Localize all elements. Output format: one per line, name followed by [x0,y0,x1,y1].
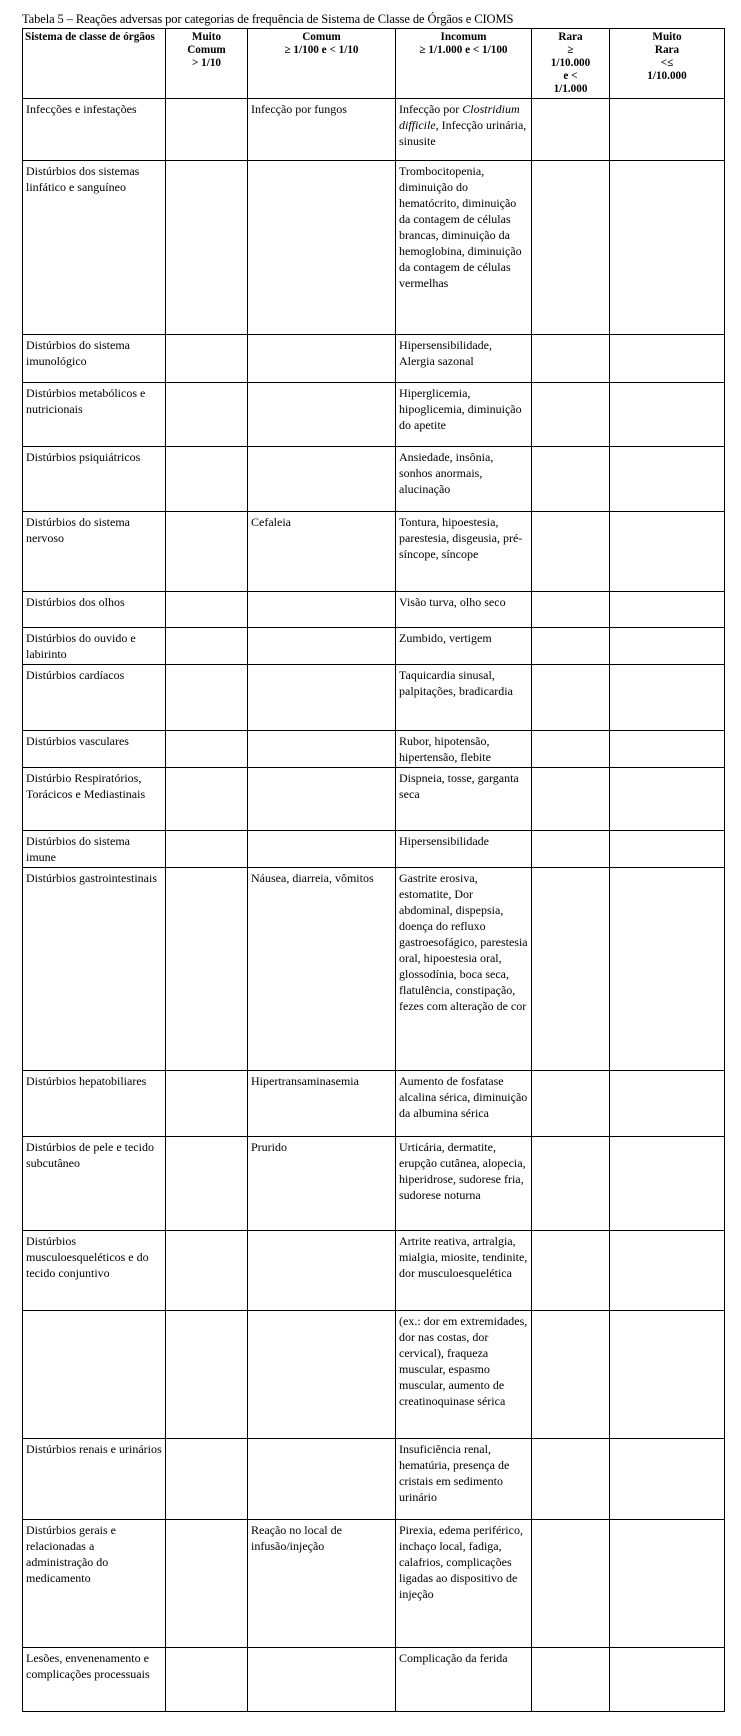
rare-cell [532,831,610,868]
rare-cell [532,1311,610,1439]
organ-class-cell: Distúrbios cardíacos [23,665,166,731]
organ-class-cell: Distúrbios dos sistemas linfático e sanguíneo [23,161,166,335]
table-row [23,1137,725,1231]
rare-cell [532,1231,610,1311]
organ-class-cell: Distúrbios de pele e tecido subcutâneo [23,1137,166,1231]
uncommon-cell: Insuficiência renal, hematúria, presença de cristais em sedimento urinário [396,1439,532,1520]
very-common-cell [166,1311,248,1439]
common-cell [248,335,396,383]
very-rare-cell [610,1648,725,1712]
rare-cell [532,447,610,512]
common-cell: Infecção por fungos [248,99,396,161]
very-rare-cell [610,628,725,665]
common-cell [248,1231,396,1311]
uncommon-cell: Tontura, hipoestesia, parestesia, disgeusia, pré-síncope, síncope [396,512,532,592]
organ-class-cell: Distúrbios renais e urinários [23,1439,166,1520]
common-cell [248,1311,396,1439]
very-rare-cell [610,447,725,512]
very-rare-cell [610,1071,725,1137]
rare-cell [532,161,610,335]
organ-class-cell: Distúrbio Respiratórios, Torácicos e Mediastinais [23,768,166,831]
common-cell [248,1439,396,1520]
very-rare-cell [610,768,725,831]
table-row [23,868,725,1071]
uncommon-cell: Dispneia, tosse, garganta seca [396,768,532,831]
organ-class-cell: Lesões, envenenamento e complicações processuais [23,1648,166,1712]
common-cell [248,383,396,447]
table-row [23,335,725,383]
header-row [23,29,725,99]
uncommon-cell: Pirexia, edema periférico, inchaço local, fadiga, calafrios, complicações ligadas ao dispositivo de injeção [396,1520,532,1648]
very-common-cell [166,161,248,335]
table-row [23,592,725,628]
rare-cell [532,383,610,447]
rare-cell [532,592,610,628]
uncommon-cell: Trombocitopenia, diminuição do hematócrito, diminuição da contagem de células brancas, diminuição da hemoglobina, diminuição da contagem de células vermelhas [396,161,532,335]
very-common-cell [166,1439,248,1520]
table-row [23,161,725,335]
common-cell: Reação no local de infusão/injeção [248,1520,396,1648]
very-rare-cell [610,1520,725,1648]
very-common-cell [166,592,248,628]
uncommon-cell: Ansiedade, insônia, sonhos anormais, alucinação [396,447,532,512]
organ-class-cell: Distúrbios metabólicos e nutricionais [23,383,166,447]
very-rare-cell [610,665,725,731]
organ-class-cell: Infecções e infestações [23,99,166,161]
very-rare-cell [610,161,725,335]
very-common-cell [166,628,248,665]
rare-cell [532,731,610,768]
table-caption: Tabela 5 – Reações adversas por categorias de frequência de Sistema de Classe de Órgãos e CIOMS [22,12,514,26]
common-cell: Prurido [248,1137,396,1231]
very-common-cell [166,868,248,1071]
header-uncommon: Incomum ≥ 1/1.000 e < 1/100 [396,29,532,99]
rare-cell [532,665,610,731]
uncommon-cell: Aumento de fosfatase alcalina sérica, diminuição da albumina sérica [396,1071,532,1137]
common-cell [248,447,396,512]
organ-class-cell: Distúrbios musculoesqueléticos e do tecido conjuntivo [23,1231,166,1311]
rare-cell [532,1071,610,1137]
organ-class-cell: Distúrbios gerais e relacionadas a administração do medicamento [23,1520,166,1648]
common-cell [248,831,396,868]
table-row [23,1231,725,1311]
header-common: Comum ≥ 1/100 e < 1/10 [248,29,396,99]
very-common-cell [166,99,248,161]
very-common-cell [166,1137,248,1231]
uncommon-cell: Hipersensibilidade [396,831,532,868]
common-cell: Hipertransaminasemia [248,1071,396,1137]
uncommon-cell: Hipersensibilidade, Alergia sazonal [396,335,532,383]
table-row [23,1439,725,1520]
rare-cell [532,1439,610,1520]
very-rare-cell [610,831,725,868]
table-row [23,768,725,831]
very-common-cell [166,1648,248,1712]
table-row [23,447,725,512]
organ-class-cell: Distúrbios psiquiátricos [23,447,166,512]
organ-class-cell: Distúrbios hepatobiliares [23,1071,166,1137]
rare-cell [532,768,610,831]
rare-cell [532,1520,610,1648]
organ-class-cell: Distúrbios do sistema nervoso [23,512,166,592]
common-cell [248,1648,396,1712]
header-very-common: Muito Comum > 1/10 [166,29,248,99]
adverse-reactions-table [22,28,725,1712]
uncommon-cell: Artrite reativa, artralgia, mialgia, miosite, tendinite, dor musculoesquelética [396,1231,532,1311]
uncommon-cell: Complicação da ferida [396,1648,532,1712]
organ-class-cell: Distúrbios do ouvido e labirinto [23,628,166,665]
uncommon-cell: Urticária, dermatite, erupção cutânea, alopecia, hiperidrose, sudorese fria, sudorese noturna [396,1137,532,1231]
table-row [23,1648,725,1712]
table-row [23,512,725,592]
table-row [23,665,725,731]
very-rare-cell [610,335,725,383]
organ-class-cell: Distúrbios do sistema imune [23,831,166,868]
common-cell: Cefaleia [248,512,396,592]
organ-class-cell: Distúrbios dos olhos [23,592,166,628]
table-row [23,1311,725,1439]
rare-cell [532,335,610,383]
very-rare-cell [610,1137,725,1231]
common-cell [248,665,396,731]
very-common-cell [166,665,248,731]
uncommon-cell: Taquicardia sinusal, palpitações, bradicardia [396,665,532,731]
uncommon-cell: Rubor, hipotensão, hipertensão, flebite [396,731,532,768]
very-common-cell [166,1071,248,1137]
rare-cell [532,868,610,1071]
organ-class-cell: Distúrbios vasculares [23,731,166,768]
very-rare-cell [610,868,725,1071]
table-row [23,383,725,447]
common-cell [248,592,396,628]
very-common-cell [166,731,248,768]
header-very-rare: Muito Rara <≤ 1/10.000 [610,29,725,99]
rare-cell [532,512,610,592]
very-common-cell [166,1231,248,1311]
uncommon-cell: Visão turva, olho seco [396,592,532,628]
very-common-cell [166,447,248,512]
very-rare-cell [610,592,725,628]
common-cell [248,161,396,335]
uncommon-cell: Gastrite erosiva, estomatite, Dor abdominal, dispepsia, doença do refluxo gastroesofágico, parestesia oral, hipoestesia oral, glossodínia, boca seca, flatulência, constipação, fezes com alteração de cor [396,868,532,1071]
table-row [23,1071,725,1137]
very-common-cell [166,1520,248,1648]
very-common-cell [166,831,248,868]
very-rare-cell [610,383,725,447]
common-cell: Náusea, diarreia, vômitos [248,868,396,1071]
rare-cell [532,1648,610,1712]
uncommon-cell: Hiperglicemia, hipoglicemia, diminuição do apetite [396,383,532,447]
organ-class-cell: Distúrbios gastrointestinais [23,868,166,1071]
table-row [23,1520,725,1648]
very-rare-cell [610,1439,725,1520]
table-row [23,99,725,161]
very-rare-cell [610,1231,725,1311]
very-common-cell [166,512,248,592]
very-common-cell [166,768,248,831]
rare-cell [532,628,610,665]
very-rare-cell [610,731,725,768]
table-row [23,831,725,868]
very-common-cell [166,383,248,447]
rare-cell [532,1137,610,1231]
header-rare: Rara ≥ 1/10.000 e < 1/1.000 [532,29,610,99]
uncommon-cell: Infecção por Clostridium difficile, Infecção urinária, sinusite [396,99,532,161]
organ-class-cell [23,1311,166,1439]
header-organ-class: Sistema de classe de órgãos [23,29,166,99]
table-row [23,731,725,768]
common-cell [248,731,396,768]
rare-cell [532,99,610,161]
table-row [23,628,725,665]
very-rare-cell [610,99,725,161]
uncommon-cell: Zumbido, vertigem [396,628,532,665]
uncommon-cell: (ex.: dor em extremidades, dor nas costas, dor cervical), fraqueza muscular, espasmo muscular, aumento de creatinoquinase sérica [396,1311,532,1439]
common-cell [248,628,396,665]
organ-class-cell: Distúrbios do sistema imunológico [23,335,166,383]
very-rare-cell [610,512,725,592]
common-cell [248,768,396,831]
very-common-cell [166,335,248,383]
very-rare-cell [610,1311,725,1439]
